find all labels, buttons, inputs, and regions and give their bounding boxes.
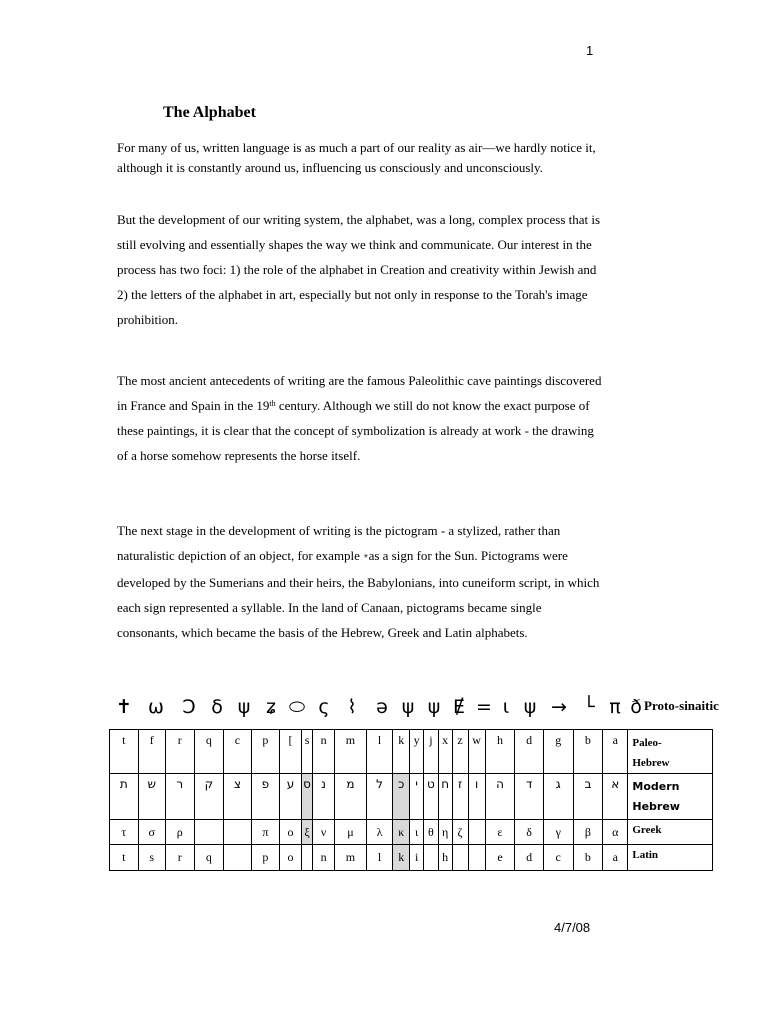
table-cell: s: [138, 845, 165, 871]
table-cell: y: [410, 730, 424, 774]
table-cell: c: [224, 730, 251, 774]
table-cell: μ: [334, 820, 366, 845]
proto-glyph: ʑ: [266, 696, 276, 718]
table-cell: q: [194, 730, 224, 774]
table-cell: δ: [515, 820, 544, 845]
proto-glyph: ψ: [237, 696, 251, 718]
proto-glyph: π: [609, 696, 621, 718]
table-cell: f: [138, 730, 165, 774]
proto-glyph: ð: [630, 696, 642, 718]
table-cell: ק: [194, 774, 224, 820]
paragraph-pictogram: [117, 518, 602, 645]
paleo-hebrew-row: [110, 730, 713, 774]
proto-glyph: ψ: [427, 696, 441, 718]
table-cell: a: [603, 730, 628, 774]
proto-glyph: =: [476, 696, 492, 718]
table-cell: [468, 820, 485, 845]
table-cell: צ: [224, 774, 251, 820]
latin-row: [110, 845, 713, 871]
table-cell: ג: [543, 774, 573, 820]
proto-glyph: ς: [318, 696, 330, 718]
table-cell: ו: [468, 774, 485, 820]
table-cell: w: [468, 730, 485, 774]
table-cell: e: [485, 845, 515, 871]
table-cell: b: [573, 730, 603, 774]
table-cell: b: [573, 845, 603, 871]
table-cell: [: [280, 730, 302, 774]
table-cell: τ: [110, 820, 139, 845]
table-cell: מ: [334, 774, 366, 820]
table-cell: [423, 845, 438, 871]
table-cell: ב: [573, 774, 603, 820]
table-cell: m: [334, 730, 366, 774]
table-cell: d: [515, 730, 544, 774]
table-cell: ז: [452, 774, 468, 820]
table-cell: ο: [280, 820, 302, 845]
table-cell: k: [393, 730, 410, 774]
table-cell: r: [165, 845, 194, 871]
table-cell: ν: [313, 820, 335, 845]
table-cell: י: [410, 774, 424, 820]
proto-glyph: ✝: [116, 696, 132, 718]
table-cell: ל: [366, 774, 392, 820]
table-cell: ר: [165, 774, 194, 820]
footer-date: 4/7/08: [554, 920, 591, 935]
page-title: The Alphabet: [163, 104, 256, 121]
table-cell: κ: [393, 820, 410, 845]
p3-text-a: The most ancient antecedents of writing are the famous Paleolithic cave paintings discovered in France and Spain in the 19: [117, 373, 602, 413]
p4-text-b: as a sign for the Sun. Pictograms were developed by the Sumerians and their heirs, the Babylonians, into cuneiform script, in which each sign represented a syllable. In the land of Canaan, pictograms became single consonants, which became the basis of the Hebrew, Greek and Latin alphabets.: [117, 548, 600, 640]
paragraph-intro: For many of us, written language is as much a part of our reality as air—we hardly notice it, although it is constantly around us, influencing us consciously and unconsciously.: [117, 140, 596, 175]
row-label-paleo-hebrew: Paleo- Hebrew: [628, 730, 713, 774]
table-cell: x: [438, 730, 452, 774]
row-label-modern-hebrew: Modern Hebrew: [628, 774, 713, 820]
table-cell: α: [603, 820, 628, 845]
table-cell: s: [301, 730, 312, 774]
table-cell: n: [313, 730, 335, 774]
proto-sinaitic-label: Proto-sinaitic: [644, 698, 719, 713]
modern-hebrew-row: [110, 774, 713, 820]
table-cell: [194, 820, 224, 845]
table-cell: d: [515, 845, 544, 871]
table-cell: [468, 845, 485, 871]
table-cell: r: [165, 730, 194, 774]
proto-glyph: ⬭: [288, 696, 306, 718]
proto-glyph: ι: [502, 696, 510, 718]
table-cell: h: [438, 845, 452, 871]
table-cell: א: [603, 774, 628, 820]
table-cell: p: [251, 845, 280, 871]
table-cell: γ: [543, 820, 573, 845]
table-cell: ש: [138, 774, 165, 820]
proto-sinaitic-row: [110, 694, 750, 720]
row-label-greek: Greek: [628, 820, 713, 845]
table-cell: [301, 845, 312, 871]
table-cell: [224, 820, 251, 845]
table-cell: ח: [438, 774, 452, 820]
table-cell: θ: [423, 820, 438, 845]
table-cell: k: [393, 845, 410, 871]
proto-glyph: ψ: [523, 696, 537, 718]
table-cell: c: [543, 845, 573, 871]
proto-glyph: δ: [211, 696, 223, 718]
table-cell: q: [194, 845, 224, 871]
proto-glyph: ω: [148, 696, 164, 718]
table-cell: p: [251, 730, 280, 774]
table-cell: [452, 845, 468, 871]
proto-glyph: └: [583, 696, 595, 718]
p3-text-b: century. Although we still do not know the exact purpose of these paintings, it is clear that the concept of symbolization is already at work - the drawing of a horse somehow represents the horse itself.: [117, 398, 594, 463]
table-cell: כ: [393, 774, 410, 820]
paragraph-development: But the development of our writing system, the alphabet, was a long, complex process that is still evolving and essentially shapes the way we think and communicate. Our interest in the process has two foci: 1) the role of the alphabet in Creation and creativity within Jewish and 2) the letters of the alphabet in art, especially but not only in response to the Torah's image prohibition.: [117, 212, 601, 327]
table-cell: t: [110, 845, 139, 871]
proto-glyph: ψ: [401, 696, 415, 718]
table-cell: a: [603, 845, 628, 871]
table-cell: ט: [423, 774, 438, 820]
table-cell: o: [280, 845, 302, 871]
table-cell: l: [366, 845, 392, 871]
table-cell: ι: [410, 820, 424, 845]
table-cell: ρ: [165, 820, 194, 845]
table-cell: g: [543, 730, 573, 774]
proto-glyph: ə: [376, 696, 388, 718]
table-cell: פ: [251, 774, 280, 820]
table-cell: η: [438, 820, 452, 845]
table-cell: m: [334, 845, 366, 871]
table-cell: ζ: [452, 820, 468, 845]
table-cell: j: [423, 730, 438, 774]
p4-text-a: The next stage in the development of writing is the pictogram - a stylized, rather than naturalistic depiction of an object, for example: [117, 523, 561, 563]
paragraph-cave-paintings: [117, 368, 602, 468]
proto-glyph: Ɇ: [452, 696, 465, 718]
table-cell: π: [251, 820, 280, 845]
proto-glyph: ⌇: [347, 696, 357, 718]
table-cell: t: [110, 730, 139, 774]
table-cell: h: [485, 730, 515, 774]
row-label-latin: Latin: [628, 845, 713, 871]
table-cell: נ: [313, 774, 335, 820]
table-cell: ע: [280, 774, 302, 820]
table-cell: ξ: [301, 820, 312, 845]
table-cell: i: [410, 845, 424, 871]
greek-row: [110, 820, 713, 845]
table-cell: λ: [366, 820, 392, 845]
table-cell: z: [452, 730, 468, 774]
alphabet-table: [109, 729, 713, 871]
table-cell: [224, 845, 251, 871]
table-cell: n: [313, 845, 335, 871]
table-cell: ה: [485, 774, 515, 820]
table-cell: ε: [485, 820, 515, 845]
sun-icon: ☀: [363, 554, 369, 560]
table-cell: β: [573, 820, 603, 845]
table-cell: ת: [110, 774, 139, 820]
page-number: 1: [586, 43, 594, 58]
proto-glyph: Ɔ: [182, 696, 196, 718]
table-cell: ד: [515, 774, 544, 820]
table-cell: l: [366, 730, 392, 774]
proto-glyph: →: [551, 696, 567, 718]
p3-superscript: th: [269, 399, 276, 408]
table-cell: ס: [301, 774, 312, 820]
table-cell: σ: [138, 820, 165, 845]
